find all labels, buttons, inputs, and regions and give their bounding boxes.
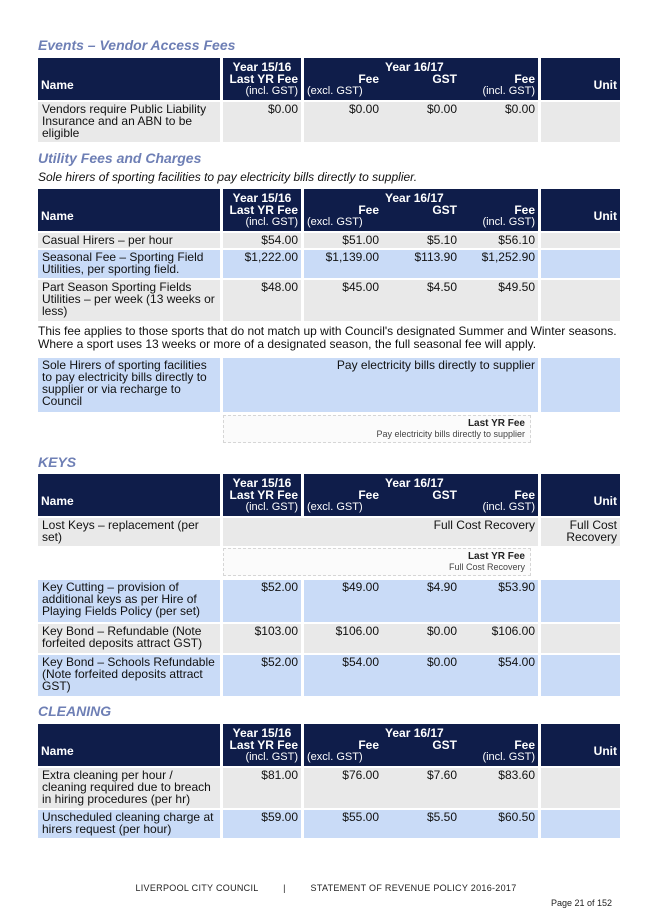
- row-name: Extra cleaning per hour / cleaning required due to breach in hiring procedures (per hr): [38, 766, 220, 808]
- header-fee: Fee (excl. GST): [304, 189, 382, 231]
- footer-separator: |: [283, 883, 286, 893]
- row-unit: [541, 622, 620, 653]
- header-name: Name: [38, 58, 220, 100]
- table-row: [38, 100, 620, 142]
- page-footer: [0, 883, 652, 893]
- row-fee: $76.00: [304, 766, 382, 808]
- utility-subtitle: Sole hirers of sporting facilities to pay electricity bills directly to supplier.: [38, 170, 418, 184]
- header-fee-incl: Fee (incl. GST): [460, 58, 538, 100]
- header-last-fee: Year 15/16 Last YR Fee (incl. GST): [223, 724, 301, 766]
- row-gst: $4.90: [382, 580, 460, 622]
- keys-fee-table: [38, 474, 620, 546]
- row-gst: $7.60: [382, 766, 460, 808]
- row-fee-incl: $54.00: [460, 653, 538, 696]
- row-unit: [541, 358, 620, 412]
- utility-sole-table: [38, 358, 620, 412]
- utility-fee-table: [38, 189, 620, 321]
- row-fee: $55.00: [304, 808, 382, 838]
- row-fee-incl: $0.00: [460, 100, 538, 142]
- row-last-fee: $48.00: [223, 278, 301, 321]
- header-fee-incl: Fee (incl. GST): [460, 189, 538, 231]
- row-fee-incl: $83.60: [460, 766, 538, 808]
- row-name: Lost Keys – replacement (per set): [38, 516, 220, 546]
- row-value: Pay electricity bills directly to supplier: [223, 358, 538, 412]
- row-fee-incl: $53.90: [460, 580, 538, 622]
- row-fee: $45.00: [304, 278, 382, 321]
- row-fee-incl: $60.50: [460, 808, 538, 838]
- header-unit: Unit: [541, 189, 620, 231]
- row-gst: $5.10: [382, 231, 460, 248]
- utility-note: This fee applies to those sports that do not match up with Council's designated Summer and Winter seasons. Where a sport uses 13 weeks or more of a designated season, the full seasonal fee will apply.: [38, 324, 617, 351]
- header-last-fee: Year 15/16 Last YR Fee (incl. GST): [223, 58, 301, 100]
- table-row: [38, 580, 620, 622]
- row-name: Part Season Sporting Fields Utilities – per week (13 weeks or less): [38, 278, 220, 321]
- table-row: [38, 622, 620, 653]
- table-row: [38, 231, 620, 248]
- row-name: Sole Hirers of sporting facilities to pay electricity bills directly to supplier or via recharge to Council: [38, 358, 220, 412]
- table-row: [38, 248, 620, 278]
- header-fee: Fee (excl. GST): [304, 58, 382, 100]
- footer-organisation: LIVERPOOL CITY COUNCIL: [135, 883, 259, 893]
- row-unit: [541, 766, 620, 808]
- row-fee-incl: $56.10: [460, 231, 538, 248]
- section-title-cleaning: CLEANING: [38, 703, 112, 719]
- row-name: Key Bond – Refundable (Note forfeited deposits attract GST): [38, 622, 220, 653]
- row-unit: [541, 278, 620, 321]
- table-row: [38, 653, 620, 696]
- keys-fee-table-continued: [38, 580, 620, 696]
- row-last-fee: $0.00: [223, 100, 301, 142]
- row-fee: $106.00: [304, 622, 382, 653]
- row-last-fee: $54.00: [223, 231, 301, 248]
- row-fee-incl: $49.50: [460, 278, 538, 321]
- page-number: Page 21 of 152: [550, 898, 612, 908]
- header-fee: Fee (excl. GST): [304, 724, 382, 766]
- header-last-fee: Year 15/16 Last YR Fee (incl. GST): [223, 474, 301, 516]
- header-name: Name: [38, 189, 220, 231]
- row-unit: Full Cost Recovery: [541, 516, 620, 546]
- events-fee-table: [38, 58, 620, 142]
- row-name: Seasonal Fee – Sporting Field Utilities, per sporting field.: [38, 248, 220, 278]
- row-value: Full Cost Recovery: [223, 516, 538, 546]
- table-header: [38, 58, 620, 100]
- header-name: Name: [38, 474, 220, 516]
- row-fee-incl: $106.00: [460, 622, 538, 653]
- table-row: [38, 278, 620, 321]
- row-name: Casual Hirers – per hour: [38, 231, 220, 248]
- footer-document-title: STATEMENT OF REVENUE POLICY 2016-2017: [310, 883, 517, 893]
- row-fee: $0.00: [304, 100, 382, 142]
- row-fee: $49.00: [304, 580, 382, 622]
- table-header: [38, 724, 620, 766]
- header-fee-incl: Fee (incl. GST): [460, 474, 538, 516]
- keys-last-fee-note: Last YR Fee Full Cost Recovery: [223, 548, 531, 576]
- row-gst: $0.00: [382, 622, 460, 653]
- cleaning-fee-table: [38, 724, 620, 838]
- header-fee: Fee (excl. GST): [304, 474, 382, 516]
- table-row: [38, 516, 620, 546]
- table-row: [38, 766, 620, 808]
- header-last-fee: Year 15/16 Last YR Fee (incl. GST): [223, 189, 301, 231]
- row-name: Key Bond – Schools Refundable (Note forfeited deposits attract GST): [38, 653, 220, 696]
- section-title-utility: Utility Fees and Charges: [38, 150, 202, 166]
- row-gst: $0.00: [382, 653, 460, 696]
- row-fee: $1,139.00: [304, 248, 382, 278]
- row-unit: [541, 580, 620, 622]
- header-gst: Year 16/17 GST: [382, 724, 460, 766]
- header-gst: Year 16/17 GST: [382, 58, 460, 100]
- row-last-fee: $59.00: [223, 808, 301, 838]
- header-fee-incl: Fee (incl. GST): [460, 724, 538, 766]
- row-gst: $0.00: [382, 100, 460, 142]
- table-row: [38, 808, 620, 838]
- section-title-events: Events – Vendor Access Fees: [38, 37, 236, 53]
- row-unit: [541, 248, 620, 278]
- row-name: Vendors require Public Liability Insurance and an ABN to be eligible: [38, 100, 220, 142]
- row-unit: [541, 653, 620, 696]
- row-fee: $51.00: [304, 231, 382, 248]
- row-fee: $54.00: [304, 653, 382, 696]
- row-unit: [541, 808, 620, 838]
- row-gst: $113.90: [382, 248, 460, 278]
- header-unit: Unit: [541, 474, 620, 516]
- row-last-fee: $1,222.00: [223, 248, 301, 278]
- row-name: Key Cutting – provision of additional keys as per Hire of Playing Fields Policy (per set): [38, 580, 220, 622]
- row-gst: $5.50: [382, 808, 460, 838]
- utility-last-fee-note: Last YR Fee Pay electricity bills directly to supplier: [223, 415, 531, 443]
- row-unit: [541, 231, 620, 248]
- header-unit: Unit: [541, 58, 620, 100]
- row-last-fee: $52.00: [223, 580, 301, 622]
- header-gst: Year 16/17 GST: [382, 474, 460, 516]
- row-name: Unscheduled cleaning charge at hirers request (per hour): [38, 808, 220, 838]
- header-unit: Unit: [541, 724, 620, 766]
- row-fee-incl: $1,252.90: [460, 248, 538, 278]
- table-header: [38, 474, 620, 516]
- table-header: [38, 189, 620, 231]
- header-name: Name: [38, 724, 220, 766]
- table-row: [38, 358, 620, 412]
- row-unit: [541, 100, 620, 142]
- row-last-fee: $103.00: [223, 622, 301, 653]
- row-last-fee: $52.00: [223, 653, 301, 696]
- header-gst: Year 16/17 GST: [382, 189, 460, 231]
- section-title-keys: KEYS: [38, 454, 77, 470]
- row-last-fee: $81.00: [223, 766, 301, 808]
- row-gst: $4.50: [382, 278, 460, 321]
